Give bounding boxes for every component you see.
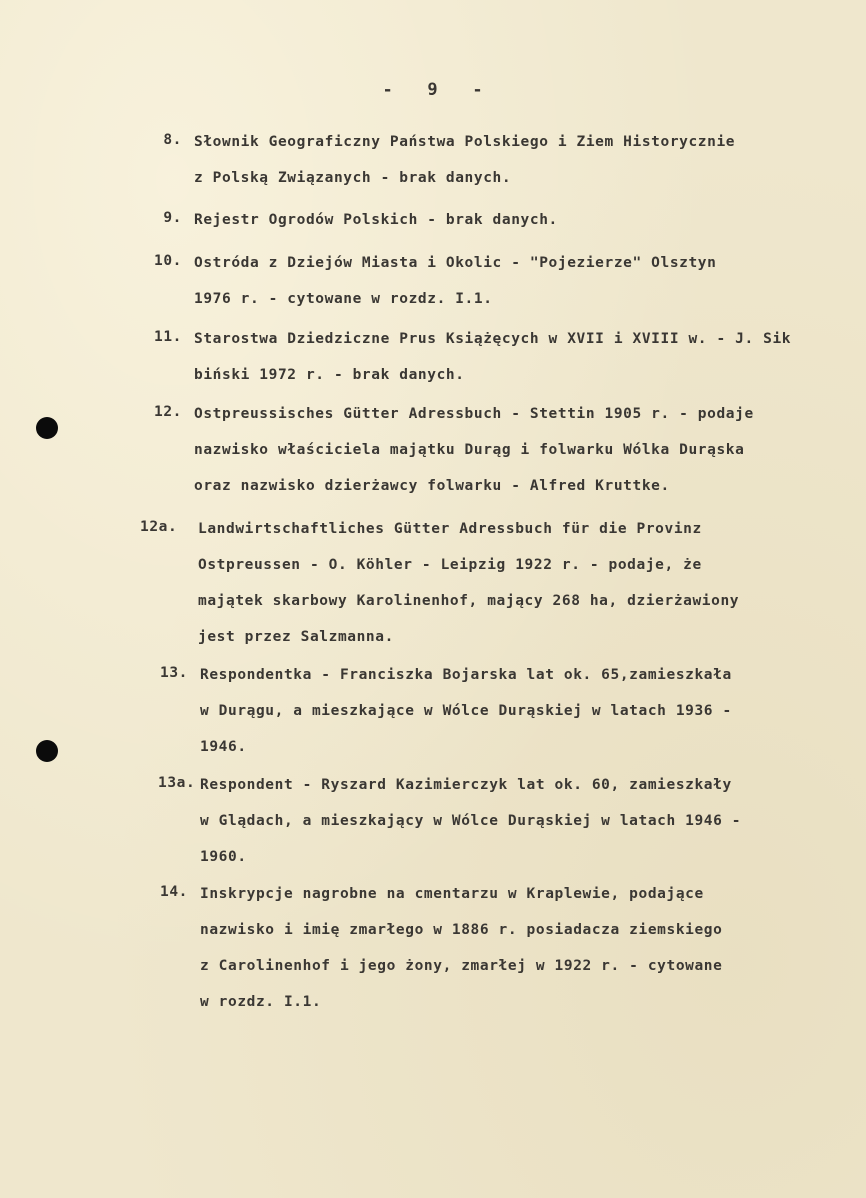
item-line: jest przez Salzmanna.: [198, 629, 394, 645]
item-number: 12a.: [140, 519, 178, 535]
list-item: [0, 132, 866, 204]
item-line: 1946.: [200, 739, 247, 755]
list-item: [0, 519, 866, 663]
item-number: 13.: [160, 665, 188, 681]
item-line: Respondentka - Franciszka Bojarska lat ok. 65,zamieszkała: [200, 667, 732, 683]
item-line: Rejestr Ogrodów Polskich - brak danych.: [194, 212, 558, 228]
item-line: w Durągu, a mieszkające w Wólce Durąskiej w latach 1936 -: [200, 703, 732, 719]
item-line: Ostpreussisches Gütter Adressbuch - Stettin 1905 r. - podaje: [194, 406, 754, 422]
item-line: biński 1972 r. - brak danych.: [194, 367, 465, 383]
item-line: z Carolinenhof i jego żony, zmarłej w 1922 r. - cytowane: [200, 958, 723, 974]
item-number: 12.: [154, 404, 182, 420]
list-item: [0, 404, 866, 512]
item-number: 11.: [154, 329, 182, 345]
item-line: Starostwa Dziedziczne Prus Książęcych w XVII i XVIII w. - J. Sik: [194, 331, 792, 347]
item-number: 8.: [163, 132, 182, 148]
item-line: z Polską Związanych - brak danych.: [194, 170, 512, 186]
item-line: w rozdz. I.1.: [200, 994, 322, 1010]
item-number: 14.: [160, 884, 188, 900]
item-line: Landwirtschaftliches Gütter Adressbuch für die Provinz: [198, 521, 702, 537]
list-item: [0, 253, 866, 325]
item-number: 10.: [154, 253, 182, 269]
item-line: Ostróda z Dziejów Miasta i Okolic - "Pojezierze" Olsztyn: [194, 255, 717, 271]
list-item: [0, 775, 866, 883]
item-line: Respondent - Ryszard Kazimierczyk lat ok. 60, zamieszkały: [200, 777, 732, 793]
item-line: Słownik Geograficzny Państwa Polskiego i Ziem Historycznie: [194, 134, 736, 150]
item-line: nazwisko i imię zmarłego w 1886 r. posiadacza ziemskiego: [200, 922, 723, 938]
list-item: [0, 665, 866, 773]
item-line: 1976 r. - cytowane w rozdz. I.1.: [194, 291, 493, 307]
item-line: nazwisko właściciela majątku Durąg i folwarku Wólka Durąska: [194, 442, 745, 458]
item-line: Inskrypcje nagrobne na cmentarzu w Kraplewie, podające: [200, 886, 704, 902]
list-item: [0, 210, 866, 246]
item-line: oraz nazwisko dzierżawcy folwarku - Alfred Kruttke.: [194, 478, 670, 494]
list-item: [0, 884, 866, 1028]
item-number: 13a.: [158, 775, 196, 791]
list-item: [0, 329, 866, 401]
item-line: w Glądach, a mieszkający w Wólce Durąskiej w latach 1946 -: [200, 813, 742, 829]
item-line: 1960.: [200, 849, 247, 865]
item-number: 9.: [163, 210, 182, 226]
item-line: majątek skarbowy Karolinenhof, mający 268 ha, dzierżawiony: [198, 593, 740, 609]
page-number: - 9 -: [382, 80, 484, 100]
item-line: Ostpreussen - O. Köhler - Leipzig 1922 r. - podaje, że: [198, 557, 702, 573]
